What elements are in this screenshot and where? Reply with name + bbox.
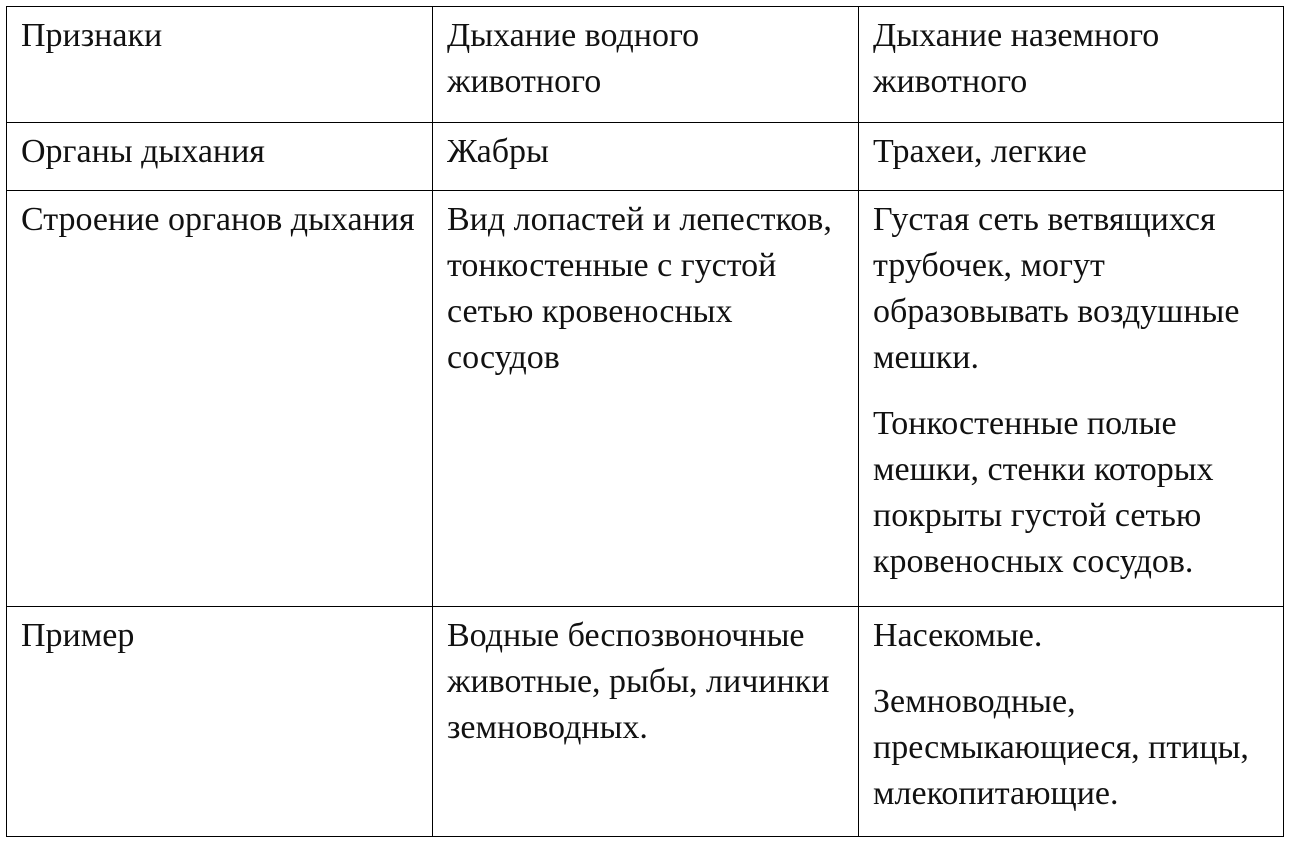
cell-aquatic-organs [433,123,859,191]
cell-feature-example [7,607,433,837]
terrestrial-text-1: Густая сеть ветвящихся трубочек, могут образовывать воздушные мешки. [873,201,1240,376]
feature-text: Пример [21,617,135,654]
header-cell-terrestrial [859,7,1284,123]
cell-terrestrial-example [859,607,1284,837]
cell-aquatic-structure [433,191,859,607]
aquatic-text: Жабры [447,133,549,170]
aquatic-text: Вид лопастей и лепестков, тонкостенные с густой сетью кровеносных сосудов [447,201,832,376]
header-features-text: Признаки [21,17,163,54]
header-cell-aquatic [433,7,859,123]
header-terrestrial-text: Дыхание наземного животного [873,17,1160,100]
table-header-row [7,7,1284,123]
cell-terrestrial-structure [859,191,1284,607]
cell-feature-structure [7,191,433,607]
feature-text: Строение органов дыхания [21,201,415,238]
terrestrial-text-1: Насекомые. [873,617,1043,654]
terrestrial-text-2: Тонкостенные полые мешки, стенки которых покрыты густой сетью кровеносных сосудов. [873,405,1214,580]
table-row-organs [7,123,1284,191]
cell-feature-organs [7,123,433,191]
terrestrial-text: Трахеи, легкие [873,133,1087,170]
header-aquatic-text: Дыхание водного животного [447,17,700,100]
table-row-example [7,607,1284,837]
table-row-structure [7,191,1284,607]
cell-aquatic-example [433,607,859,837]
aquatic-text: Водные беспозвоночные животные, рыбы, личинки земноводных. [447,617,830,746]
cell-terrestrial-organs [859,123,1284,191]
comparison-table [6,6,1284,837]
header-cell-features [7,7,433,123]
terrestrial-text-2: Земноводные, пресмыкающиеся, птицы, млекопитающие. [873,683,1249,812]
feature-text: Органы дыхания [21,133,265,170]
